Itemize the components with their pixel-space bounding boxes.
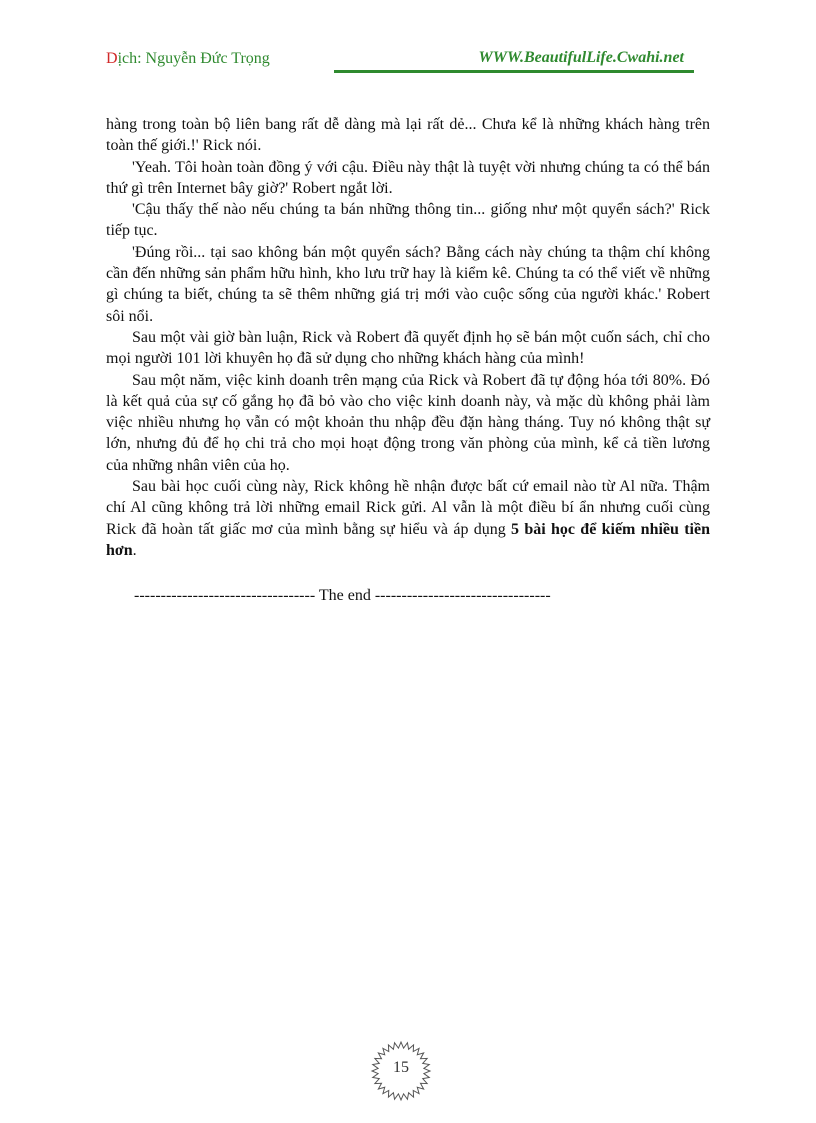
translator-credit-initial: D — [106, 50, 118, 67]
paragraph-last-text: Sau bài học cuối cùng này, Rick không hề nhận được bất cứ email nào từ Al nữa. Thậm chí Al cũng không trả lời những email Rick gửi. Al vẫn là một điều bí ẩn nhưng cuối cùng Rick đã hoàn tất giấc mơ của mình bằng sự hiểu và áp dụng — [106, 478, 710, 538]
paragraph: hàng trong toàn bộ liên bang rất dễ dàng mà lại rất dẻ... Chưa kể là những khách hàng trên toàn thế giới.!' Rick nói. — [106, 116, 710, 155]
paragraph: 'Cậu thấy thế nào nếu chúng ta bán những thông tin... giống như một quyển sách?' Rick tiếp tục. — [106, 201, 710, 240]
page-number: 15 — [393, 1059, 409, 1076]
header-rule — [334, 70, 694, 73]
body-text — [106, 114, 710, 561]
paragraph: Sau một năm, việc kinh doanh trên mạng của Rick và Robert đã tự động hóa tới 80%. Đó là kết quả của sự cố gắng họ đã bỏ vào cho việc kinh doanh này, và mặc dù không phải làm việc nhiều nhưng họ vẫn có một khoản thu nhập đều đặn hàng tháng. Tuy nó không thật sự lớn, nhưng đủ để họ chi trả cho mọi hoạt động trong văn phòng của mình, kể cả tiền lương của những nhân viên của họ. — [106, 371, 710, 474]
paragraph: Sau một vài giờ bàn luận, Rick và Robert đã quyết định họ sẽ bán một cuốn sách, chỉ cho mọi người 101 lời khuyên họ đã sử dụng cho những khách hàng của mình! — [106, 328, 710, 368]
paragraph: 'Đúng rồi... tại sao không bán một quyển sách? Bằng cách này chúng ta thậm chí không cần đến những sản phẩm hữu hình, kho lưu trữ hay là kiểm kê. Chúng ta có thể viết về những gì chúng ta biết, chúng ta sẽ thêm những giá trị mới vào cuộc sống của người khác.' Robert sôi nổi. — [106, 243, 710, 325]
website-link[interactable]: WWW.BeautifulLife.Cwahi.net — [478, 49, 684, 66]
paragraph-last — [106, 476, 710, 561]
page-header — [106, 48, 694, 74]
paragraph: 'Yeah. Tôi hoàn toàn đồng ý với cậu. Điều này thật là tuyệt vời nhưng chúng ta có thể bán thứ gì trên Internet bây giờ?' Robert ngắt lời. — [106, 158, 710, 197]
paragraph-last-tail: . — [132, 541, 137, 559]
paragraph-last-bold: 5 bài học để kiếm nhiều tiền hơn — [106, 520, 710, 559]
the-end-line: ---------------------------------- The end --------------------------------- — [134, 587, 551, 604]
translator-credit — [106, 50, 270, 68]
page-number-badge — [370, 1040, 432, 1102]
translator-credit-rest: ịch: Nguyễn Đức Trọng — [117, 50, 270, 67]
